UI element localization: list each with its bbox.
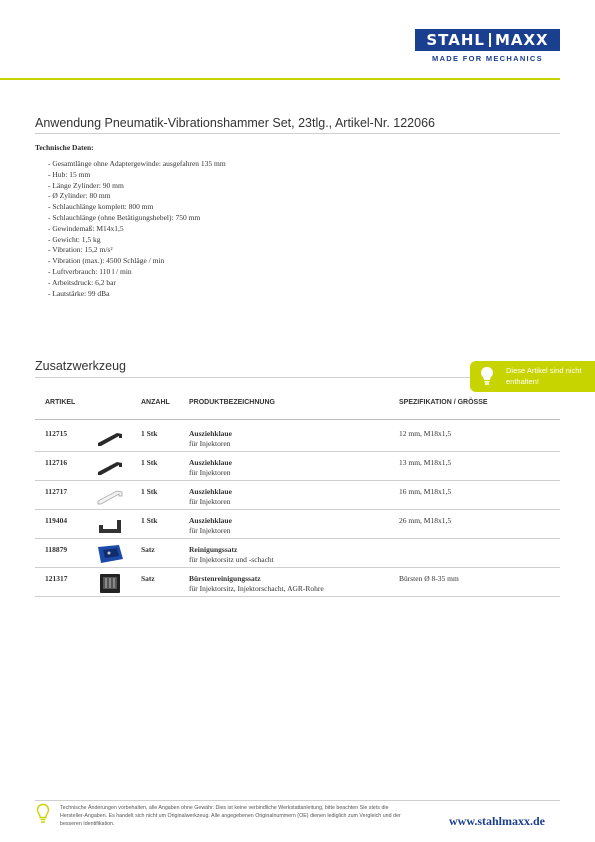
tech-data-list xyxy=(48,159,226,299)
tech-data-title: Technische Daten: xyxy=(35,143,94,152)
tech-item: - Vibration: 15,2 m/s² xyxy=(48,245,226,256)
not-included-text: Diese Artikel sind nicht enthalten! xyxy=(506,366,582,386)
cell-produkt xyxy=(189,545,274,565)
cell-artikel: 112716 xyxy=(45,458,68,467)
title-divider xyxy=(35,133,560,134)
col-header-artikel: ARTIKEL xyxy=(45,399,76,406)
lightbulb-icon xyxy=(480,366,494,386)
product-name: Reinigungssatz xyxy=(189,545,238,554)
product-sub: für Injektoren xyxy=(189,497,231,506)
col-header-anzahl: ANZAHL xyxy=(141,399,170,406)
tech-item: - Gesamtlänge ohne Adaptergewinde: ausgefahren 135 mm xyxy=(48,159,226,170)
tech-item: - Lautstärke: 99 dBa xyxy=(48,289,226,300)
header-accent-line xyxy=(0,78,560,80)
logo-tagline: MADE FOR MECHANICS xyxy=(432,54,543,63)
row-divider xyxy=(35,596,560,597)
cell-anzahl: 1 Stk xyxy=(141,487,158,496)
product-name: Ausziehklaue xyxy=(189,429,232,438)
row-divider xyxy=(35,451,560,452)
cell-artikel: 119404 xyxy=(45,516,68,525)
footer-disclaimer: Technische Änderungen vorbehalten, alle Angaben ohne Gewähr. Dies ist keine verbindliche Werkstattanleitung, bitte beachten Sie stets die Hersteller-Angaben. Es handelt sich nicht um Originalwerkzeug. Alle angegebenen Originalnummern (OE) dienen lediglich zum Vergleich und der besseren Identifikation. xyxy=(60,805,401,827)
product-sub: für Injektoren xyxy=(189,526,231,535)
cell-spec: 13 mm, M18x1,5 xyxy=(399,458,452,467)
product-name: Ausziehklaue xyxy=(189,487,232,496)
footer-divider xyxy=(35,800,560,801)
tech-item: - Gewicht: 1,5 kg xyxy=(48,235,226,246)
product-sub: für Injektoren xyxy=(189,468,231,477)
claw-dark-icon xyxy=(95,427,125,449)
cell-produkt xyxy=(189,429,232,449)
tech-item: - Schlauchlänge (ohne Betätigungshebel): 750 mm xyxy=(48,213,226,224)
cell-produkt xyxy=(189,516,232,536)
table-header-divider xyxy=(35,419,560,420)
cell-spec: 16 mm, M18x1,5 xyxy=(399,487,452,496)
product-sub: für Injektoren xyxy=(189,439,231,448)
tech-item: - Schlauchlänge komplett: 800 mm xyxy=(48,202,226,213)
cell-artikel: 121317 xyxy=(45,574,68,583)
tech-item: - Ø Zylinder: 80 mm xyxy=(48,191,226,202)
not-included-note xyxy=(470,361,595,392)
blue-case-icon xyxy=(95,543,125,565)
cell-produkt xyxy=(189,574,324,594)
product-name: Bürstenreinigungssatz xyxy=(189,574,261,583)
tech-item: - Gewindemaß: M14x1,5 xyxy=(48,224,226,235)
cell-spec: 12 mm, M18x1,5 xyxy=(399,429,452,438)
cell-anzahl: 1 Stk xyxy=(141,429,158,438)
product-name: Ausziehklaue xyxy=(189,458,232,467)
cell-spec: Bürsten Ø 8-35 mm xyxy=(399,574,459,583)
cell-anzahl: 1 Stk xyxy=(141,516,158,525)
footer-website-link[interactable]: www.stahlmaxx.de xyxy=(449,814,546,828)
col-header-produkt: PRODUKTBEZEICHNUNG xyxy=(189,399,275,406)
tech-item: - Länge Zylinder: 90 mm xyxy=(48,181,226,192)
cell-artikel: 112717 xyxy=(45,487,68,496)
cell-artikel: 112715 xyxy=(45,429,68,438)
row-divider xyxy=(35,480,560,481)
product-name: Ausziehklaue xyxy=(189,516,232,525)
cell-produkt xyxy=(189,458,232,478)
col-header-spezifikation: SPEZIFIKATION / GRÖSSE xyxy=(399,399,488,406)
logo-wordmark xyxy=(415,29,560,51)
logo-name-left: STAHL xyxy=(426,31,485,49)
row-divider xyxy=(35,538,560,539)
cell-anzahl: Satz xyxy=(141,574,155,583)
row-divider xyxy=(35,567,560,568)
cell-anzahl: 1 Stk xyxy=(141,458,158,467)
row-divider xyxy=(35,509,560,510)
lightbulb-icon xyxy=(36,803,50,825)
claw-white-icon xyxy=(95,485,125,507)
tech-item: - Luftverbrauch: 110 l / min xyxy=(48,267,226,278)
claw-bracket-icon xyxy=(95,514,125,536)
product-sub: für Injektorsitz und -schacht xyxy=(189,555,274,564)
black-case-icon xyxy=(95,572,125,594)
cell-artikel: 118879 xyxy=(45,545,68,554)
logo-name-right: MAXX xyxy=(494,31,549,49)
tech-item: - Vibration (max.): 4500 Schläge / min xyxy=(48,256,226,267)
section-title-zusatzwerkzeug: Zusatzwerkzeug xyxy=(35,359,127,373)
product-sub: für Injektorsitz, Injektorschacht, AGR-Rohre xyxy=(189,584,324,593)
tech-item: - Hub: 15 mm xyxy=(48,170,226,181)
claw-dark-icon xyxy=(95,456,125,478)
brand-logo xyxy=(415,29,560,65)
page-title: Anwendung Pneumatik-Vibrationshammer Set, 23tlg., Artikel-Nr. 122066 xyxy=(35,116,435,130)
cell-produkt xyxy=(189,487,232,507)
logo-separator xyxy=(489,33,491,47)
cell-anzahl: Satz xyxy=(141,545,155,554)
cell-spec: 26 mm, M18x1,5 xyxy=(399,516,452,525)
tech-item: - Arbeitsdruck: 6,2 bar xyxy=(48,278,226,289)
